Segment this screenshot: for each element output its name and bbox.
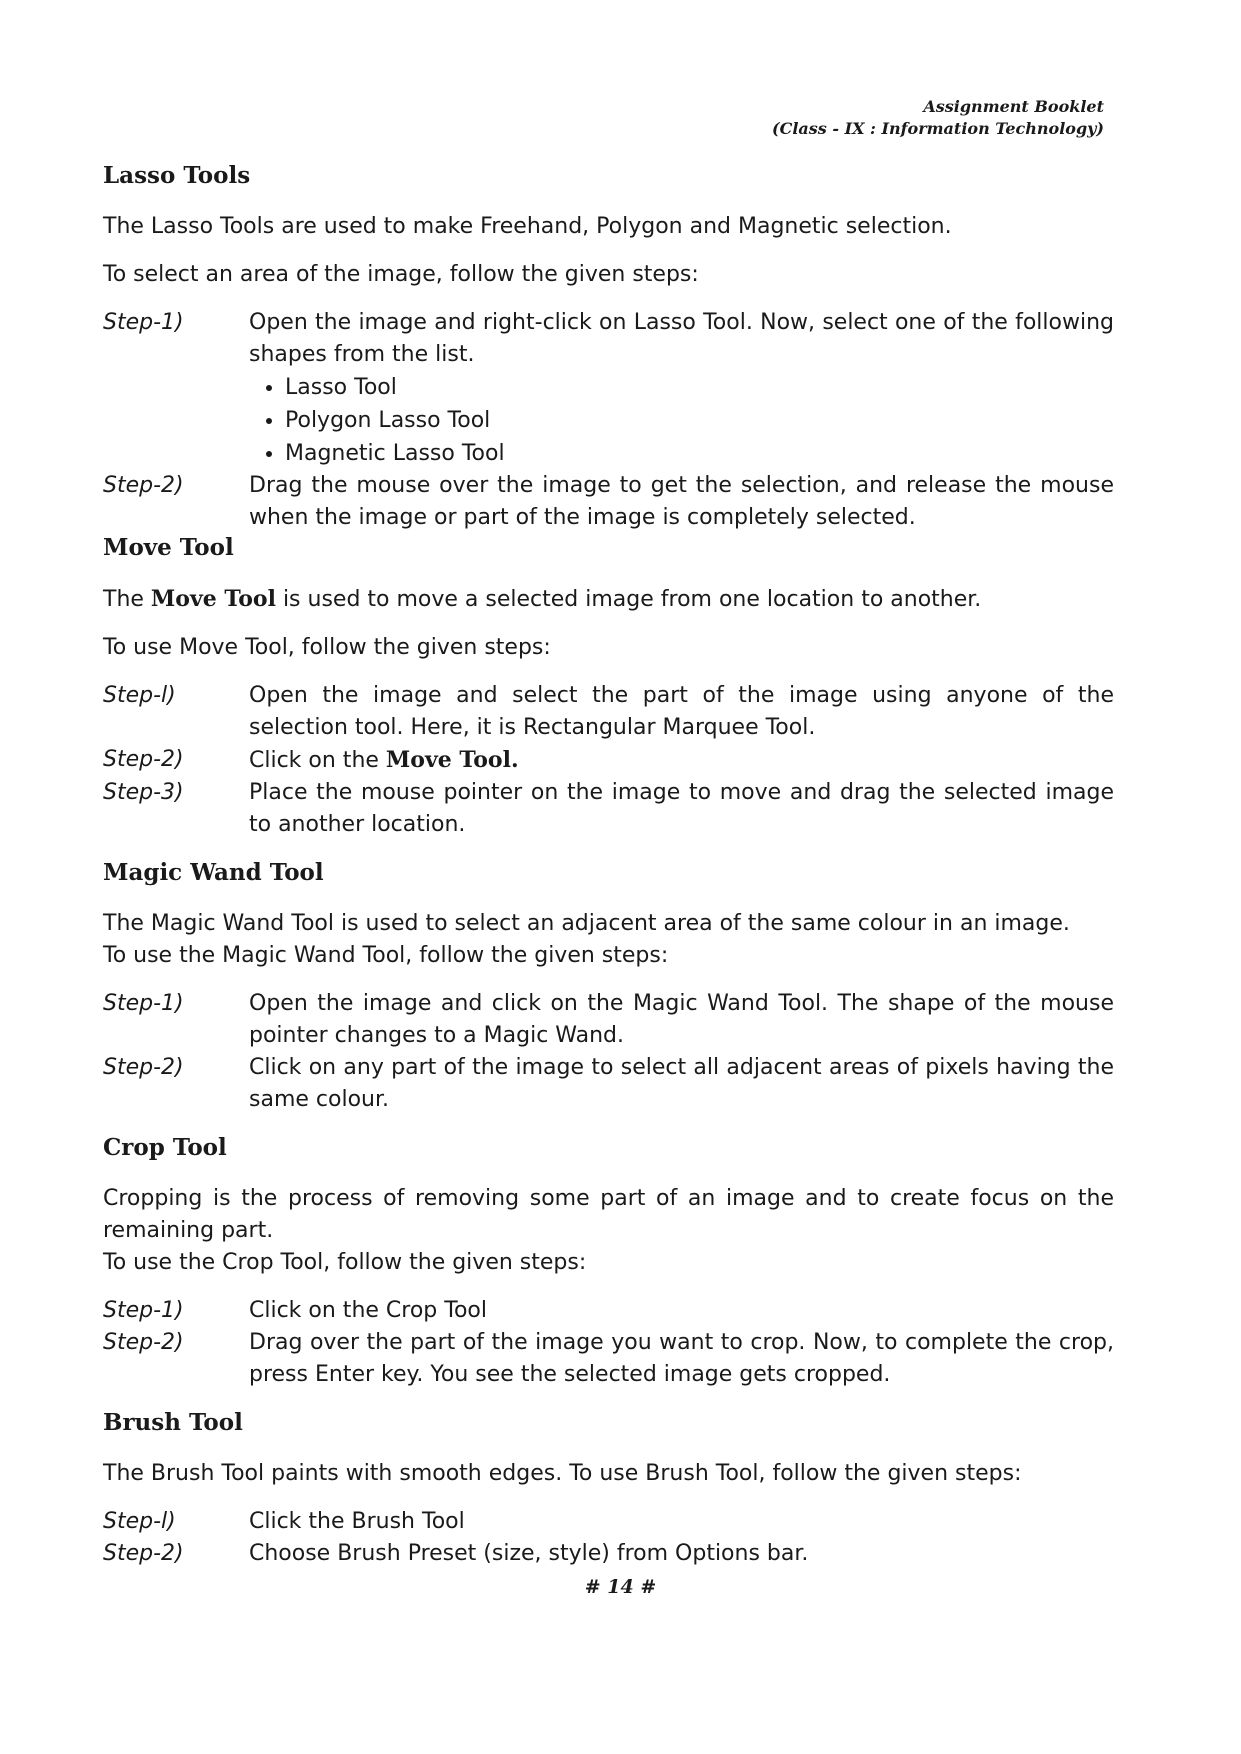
step-label: Step-l) [103, 1509, 176, 1534]
bullet-list [249, 371, 1114, 470]
step-label: Step-2) [103, 1055, 184, 1080]
step-item [103, 1538, 1114, 1570]
step-text: Place the mouse pointer on the image to move and drag the selected image to another location. [249, 780, 1114, 837]
section-magic-wand-tool [103, 859, 1114, 1116]
section-heading: Magic Wand Tool [103, 859, 324, 886]
step-text: Drag over the part of the image you want to crop. Now, to complete the crop, press Enter key. You see the selected image gets cropped. [249, 1330, 1114, 1387]
step-label: Step-l) [103, 683, 176, 708]
text-run: The [103, 587, 151, 612]
step-label: Step-2) [103, 473, 184, 498]
step-label: Step-1) [103, 310, 184, 335]
step-item [103, 307, 1114, 470]
step-text [249, 744, 1114, 777]
section-heading: Brush Tool [103, 1409, 243, 1436]
paragraph: Cropping is the process of removing some part of an image and to create focus on the remaining part. [103, 1186, 1114, 1243]
bold-term: Move Tool. [385, 747, 519, 773]
step-label: Step-2) [103, 1330, 184, 1355]
step-label: Step-2) [103, 747, 184, 772]
section-lasso-tools [103, 162, 1114, 534]
step-label: Step-3) [103, 780, 184, 805]
step-item [103, 777, 1114, 841]
bold-term: Move Tool [150, 586, 276, 612]
step-list [103, 1295, 1114, 1391]
step-text: Open the image and click on the Magic Wand Tool. The shape of the mouse pointer changes to a Magic Wand. [249, 991, 1114, 1048]
paragraph [103, 583, 1114, 616]
step-label: Step-2) [103, 1541, 184, 1566]
header-subtitle: (Class - IX : Information Technology) [772, 119, 1104, 138]
paragraph: To use the Crop Tool, follow the given steps: [103, 1250, 587, 1275]
page-content [103, 162, 1114, 1588]
step-text: Click on any part of the image to select all adjacent areas of pixels having the same colour. [249, 1055, 1114, 1112]
paragraph: To use Move Tool, follow the given steps: [103, 635, 551, 660]
section-heading: Move Tool [103, 534, 234, 561]
section-heading: Lasso Tools [103, 162, 251, 189]
step-item [103, 744, 1114, 777]
step-text: Choose Brush Preset (size, style) from Options bar. [249, 1541, 809, 1566]
paragraph: To use the Magic Wand Tool, follow the given steps: [103, 943, 669, 968]
step-text: Click on the Crop Tool [249, 1298, 487, 1323]
step-text: Click the Brush Tool [249, 1509, 465, 1534]
step-item [103, 1506, 1114, 1538]
header-title: Assignment Booklet [923, 97, 1104, 116]
step-body [249, 307, 1114, 470]
step-item [103, 470, 1114, 534]
step-list [103, 680, 1114, 841]
step-item [103, 1327, 1114, 1391]
step-item [103, 1295, 1114, 1327]
step-list [103, 1506, 1114, 1570]
section-crop-tool [103, 1134, 1114, 1391]
paragraph: The Brush Tool paints with smooth edges. To use Brush Tool, follow the given steps: [103, 1461, 1022, 1486]
step-list [103, 988, 1114, 1116]
step-text: Drag the mouse over the image to get the selection, and release the mouse when the image or part of the image is completely selected. [249, 473, 1114, 530]
page-header [772, 96, 1104, 140]
list-item: • Lasso Tool [285, 371, 1114, 404]
step-item [103, 1052, 1114, 1116]
list-item: • Polygon Lasso Tool [285, 404, 1114, 437]
paragraph: The Magic Wand Tool is used to select an adjacent area of the same colour in an image. [103, 911, 1070, 936]
page-number: # 14 # [584, 1576, 657, 1598]
step-text: Open the image and right-click on Lasso Tool. Now, select one of the following shapes from the list. [249, 310, 1114, 367]
section-heading: Crop Tool [103, 1134, 227, 1161]
list-item: • Magnetic Lasso Tool [285, 437, 1114, 470]
step-list [103, 307, 1114, 534]
step-label: Step-1) [103, 991, 184, 1016]
paragraph: The Lasso Tools are used to make Freehand, Polygon and Magnetic selection. [103, 214, 952, 239]
section-brush-tool [103, 1409, 1114, 1570]
section-move-tool [103, 534, 1114, 841]
step-label: Step-1) [103, 1298, 184, 1323]
step-item [103, 988, 1114, 1052]
paragraph: To select an area of the image, follow the given steps: [103, 262, 699, 287]
text-run: is used to move a selected image from one location to another. [275, 587, 982, 612]
text-run: Click on the [249, 748, 386, 773]
step-text: Open the image and select the part of the image using anyone of the selection tool. Here, it is Rectangular Marquee Tool. [249, 683, 1114, 740]
step-item [103, 680, 1114, 744]
